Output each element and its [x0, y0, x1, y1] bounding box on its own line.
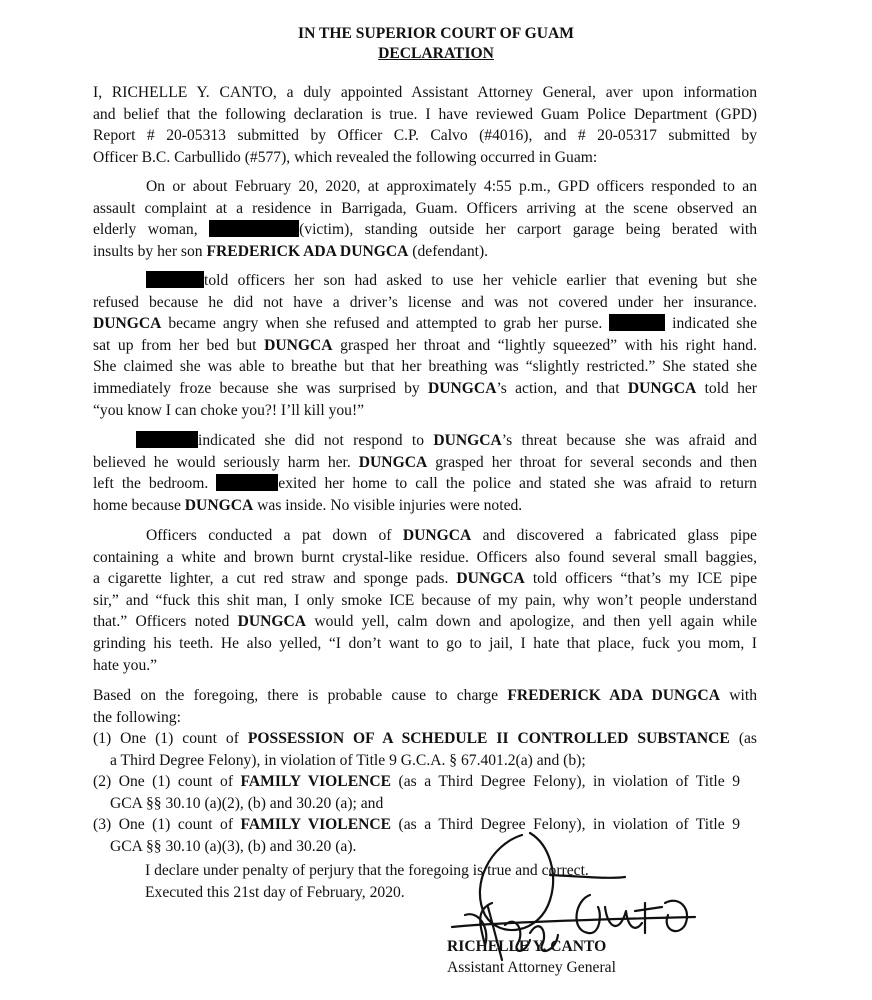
charge-item-2-cont: GCA §§ 30.10 (a)(2), (b) and 30.20 (a); and	[110, 794, 384, 812]
text-fragment: became angry when she refused and attempted to grab her purse.	[168, 315, 603, 333]
text-fragment: immediately froze because she was surprised by	[93, 379, 420, 397]
text-fragment: a cigarette lighter, a cut red straw and sponge pads.	[93, 570, 449, 588]
text-fragment: (as a Third Degree Felony), in violation of Title 9	[398, 816, 740, 834]
paragraph-line: refused because he did not have a driver’s license and was not covered under her insurance.	[93, 293, 757, 311]
defendant-name: DUNGCA	[402, 527, 472, 544]
paragraph-line	[93, 568, 757, 590]
declaration-heading-text: DECLARATION	[378, 45, 494, 62]
charges-section	[93, 685, 757, 728]
intro-line: Report # 20-05313 submitted by Officer C.P. Calvo (#4016), and # 20-05317 submitted by	[93, 127, 757, 145]
text-fragment: (as	[738, 730, 757, 747]
charge-item-1	[93, 728, 757, 750]
executed-line: Executed this 21st day of February, 2020.	[145, 883, 405, 901]
redaction-box	[216, 474, 278, 491]
defendant-name: DUNGCA	[237, 613, 307, 631]
paragraph-line: sir,” and “fuck this shit man, I only smoke ICE because of my pain, why won’t people understand	[93, 591, 757, 609]
defendant-name: DUNGCA	[456, 570, 525, 588]
paragraph-line: grinding his teeth. He also yelled, “I don’t want to go to jail, I hate that place, fuck you mom, I	[93, 634, 757, 652]
text-fragment: (2) One (1) count of	[93, 773, 234, 791]
paragraph-line	[93, 495, 757, 517]
paragraph-line	[93, 241, 757, 263]
text-fragment: Officers conducted a pat down of	[146, 527, 392, 544]
paragraph-line: containing a white and brown burnt crystal-like residue. Officers also found several small baggies,	[93, 548, 757, 566]
text-fragment: (3) One (1) count of	[93, 816, 234, 834]
document-type-heading	[0, 43, 872, 65]
text-fragment: with	[729, 687, 757, 704]
text-fragment: (1) One (1) count of	[93, 730, 239, 747]
text-fragment: ’s threat because she was afraid and	[501, 432, 757, 449]
paragraph-line	[93, 335, 757, 357]
intro-line: and belief that the following declaration is true. I have reviewed Guam Police Department (GPD)	[93, 105, 757, 123]
statement-paragraph	[93, 270, 757, 421]
charge-item-1-cont: a Third Degree Felony), in violation of Title 9 G.C.A. § 67.401.2(a) and (b);	[110, 751, 586, 769]
text-fragment: told her	[704, 379, 758, 397]
paragraph-line	[93, 270, 757, 292]
text-fragment: told officers “that’s my ICE pipe	[532, 570, 757, 588]
text-fragment: left the bedroom.	[93, 475, 209, 493]
charge-title: FAMILY VIOLENCE	[240, 816, 392, 834]
paragraph-line	[93, 430, 757, 452]
redaction-box	[609, 314, 665, 331]
signatory-title: Assistant Attorney General	[447, 959, 616, 976]
paragraph-line: the following:	[93, 708, 181, 726]
text-fragment: told officers her son had asked to use her vehicle earlier that evening but she	[204, 272, 757, 289]
paragraph-line	[93, 219, 757, 241]
defendant-name: DUNGCA	[428, 379, 497, 397]
paragraph-line: hate you.”	[93, 656, 158, 674]
defendant-name: FREDERICK ADA DUNGCA	[206, 242, 409, 260]
charge-item-2	[93, 771, 740, 793]
defendant-name: DUNGCA	[184, 496, 254, 514]
text-fragment: would yell, calm down and apologize, and then yell again while	[314, 613, 757, 631]
text-fragment: ’s action, and that	[496, 379, 620, 397]
penalty-line: I declare under penalty of perjury that the foregoing is true and correct.	[145, 862, 589, 879]
defendant-name: DUNGCA	[264, 336, 333, 354]
defendant-name: FREDERICK ADA DUNGCA	[507, 687, 720, 704]
defendant-name: DUNGCA	[358, 453, 428, 471]
paragraph-line	[93, 378, 757, 400]
paragraph-line	[93, 313, 757, 335]
paragraph-line	[93, 685, 757, 707]
redaction-box	[136, 431, 198, 448]
charge-title: FAMILY VIOLENCE	[240, 773, 392, 791]
paragraph-line	[93, 452, 757, 474]
paragraph-line	[93, 611, 757, 633]
text-fragment: indicated she did not respond to	[198, 432, 424, 449]
paragraph-line: On or about February 20, 2020, at approximately 4:55 p.m., GPD officers responded to an	[146, 178, 757, 195]
text-fragment: sat up from her bed but	[93, 336, 257, 354]
intro-line: Officer B.C. Carbullido (#577), which revealed the following occurred in Guam:	[93, 148, 598, 166]
text-fragment: elderly woman,	[93, 221, 198, 239]
incident-paragraph	[93, 176, 757, 262]
text-fragment: (as a Third Degree Felony), in violation of Title 9	[398, 773, 740, 791]
text-fragment: grasped her throat for several seconds and then	[435, 453, 758, 471]
charge-item-3-cont: GCA §§ 30.10 (a)(3), (b) and 30.20 (a).	[110, 837, 357, 855]
text-fragment: insults by her son	[93, 242, 203, 260]
defendant-name: DUNGCA	[93, 315, 162, 333]
redaction-box	[146, 271, 204, 288]
defendant-name: DUNGCA	[433, 432, 502, 449]
signatory-name: RICHELLE Y. CANTO	[447, 938, 607, 955]
search-paragraph	[93, 525, 757, 676]
defendant-name: DUNGCA	[627, 379, 697, 397]
text-fragment: (victim), standing outside her carport garage being berated with	[299, 221, 757, 239]
text-fragment: believed he would seriously harm her.	[93, 453, 351, 471]
text-fragment: grasped her throat and “lightly squeezed” with his right hand.	[340, 336, 757, 354]
text-fragment: was inside. No visible injuries were noted.	[257, 496, 523, 514]
threat-paragraph	[93, 430, 757, 516]
charge-title: POSSESSION OF A SCHEDULE II CONTROLLED SUBSTANCE	[247, 730, 730, 747]
paragraph-line: She claimed she was able to breathe but that her breathing was “slightly restricted.” She stated she	[93, 358, 757, 376]
paragraph-line: assault complaint at a residence in Barrigada, Guam. Officers arriving at the scene observed an	[93, 199, 757, 217]
text-fragment: Based on the foregoing, there is probable cause to charge	[93, 687, 499, 704]
court-title: IN THE SUPERIOR COURT OF GUAM	[298, 25, 574, 42]
text-fragment: indicated she	[672, 315, 757, 333]
paragraph-line	[93, 473, 757, 495]
text-fragment: and discovered a fabricated glass pipe	[482, 527, 757, 544]
text-fragment: home because	[93, 496, 181, 514]
paragraph-line: “you know I can choke you?! I’ll kill you!”	[93, 401, 365, 419]
text-fragment: (defendant).	[412, 242, 489, 260]
intro-paragraph	[93, 82, 757, 168]
redaction-box	[209, 220, 299, 237]
intro-line: I, RICHELLE Y. CANTO, a duly appointed Assistant Attorney General, aver upon information	[93, 84, 757, 101]
text-fragment: exited her home to call the police and stated she was afraid to return	[278, 475, 757, 493]
paragraph-line	[93, 525, 757, 547]
text-fragment: that.” Officers noted	[93, 613, 230, 631]
